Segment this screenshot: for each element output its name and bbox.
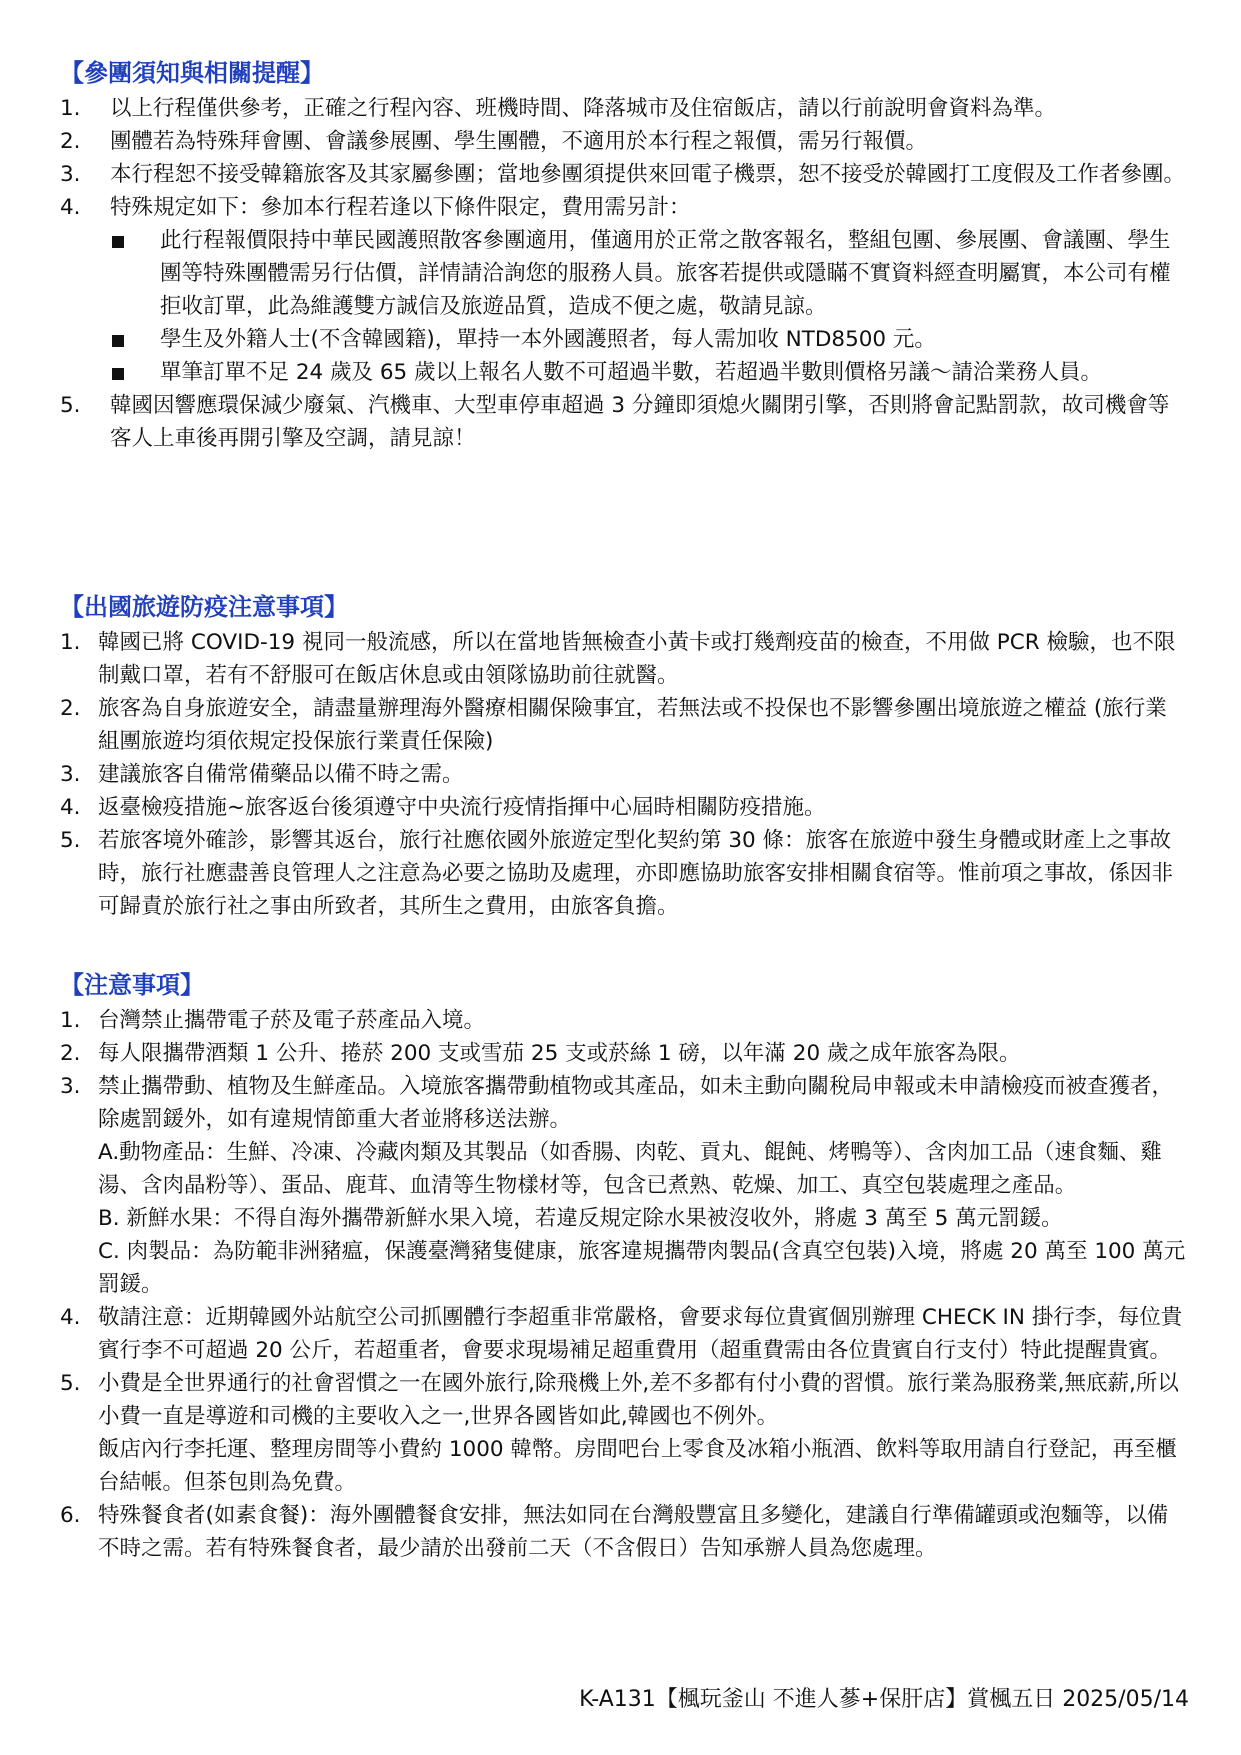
item-number: 2.	[60, 696, 81, 721]
square-bullet-icon	[112, 236, 124, 248]
square-bullet-icon	[112, 335, 124, 347]
item-text: 若旅客境外確診，影響其返台，旅行社應依國外旅遊定型化契約第 30 條：旅客在旅遊中發生身體或財產上之事故時，旅行社應盡善良管理人之注意為必要之協助及處理，亦即應協助旅客安排相關食宿等。惟前項之事故，係因非可歸責於旅行社之事由所致者，其所生之費用，由旅客負擔。	[98, 828, 1174, 919]
sub-list-item	[110, 323, 1188, 356]
item-paragraph: 小費是全世界通行的社會習慣之一在國外旅行,除飛機上外,差不多都有付小費的習慣。旅行業為服務業,無底薪,所以小費一直是導遊和司機的主要收入之一,世界各國皆如此,韓國也不例外。	[98, 1371, 1179, 1429]
list-item	[60, 1499, 1188, 1565]
item-text: 韓國已將 COVID-19 視同一般流感，所以在當地皆無檢查小黃卡或打幾劑疫苗的檢查，不用做 PCR 檢驗，也不限制戴口罩，若有不舒服可在飯店休息或由領隊協助前往就醫。	[98, 630, 1176, 688]
item-paragraph: 特殊餐食者(如素食餐)：海外團體餐食安排，無法如同在台灣般豐富且多變化，建議自行準備罐頭或泡麵等，以備不時之需。若有特殊餐食者，最少請於出發前二天（不含假日）告知承辦人員為您處理。	[98, 1503, 1169, 1561]
section-participation-notes	[60, 56, 1188, 455]
item-number: 2.	[60, 1041, 81, 1066]
list-item	[60, 1301, 1188, 1367]
list-item	[60, 191, 1188, 389]
item-text: 韓國因響應環保減少廢氣、汽機車、大型車停車超過 3 分鐘即須熄火關閉引擎，否則將會記點罰款，故司機會等客人上車後再開引擎及空調，請見諒！	[110, 393, 1170, 451]
item-number: 5.	[60, 828, 81, 853]
prevention-list	[60, 626, 1188, 923]
item-number: 4.	[60, 195, 81, 220]
precautions-list	[60, 1004, 1188, 1565]
item-number: 5.	[60, 393, 81, 418]
notes-list	[60, 92, 1188, 455]
item-number: 6.	[60, 1503, 81, 1528]
item-paragraph: 台灣禁止攜帶電子菸及電子菸產品入境。	[98, 1008, 486, 1033]
list-item	[60, 1004, 1188, 1037]
item-paragraph: 飯店內行李托運、整理房間等小費約 1000 韓幣。房間吧台上零食及冰箱小瓶酒、飲料等取用請自行登記，再至櫃台結帳。但茶包則為免費。	[98, 1437, 1177, 1495]
item-number: 4.	[60, 795, 81, 820]
item-paragraph-fresh-fruit: B. 新鮮水果：不得自海外攜帶新鮮水果入境，若違反規定除水果被沒收外，將處 3 萬至 5 萬元罰鍰。	[98, 1206, 1063, 1231]
sub-list-item	[110, 356, 1188, 389]
section-heading: 【注意事項】	[60, 971, 204, 999]
item-number: 3.	[60, 162, 81, 187]
section-precautions	[60, 968, 1188, 1565]
item-paragraph: 每人限攜帶酒類 1 公升、捲菸 200 支或雪茄 25 支或菸絲 1 磅，以年滿 20 歲之成年旅客為限。	[98, 1041, 1021, 1066]
square-bullet-icon	[112, 368, 124, 380]
item-number: 4.	[60, 1305, 81, 1330]
sub-list-item	[110, 224, 1188, 323]
section-heading: 【參團須知與相關提醒】	[60, 59, 324, 87]
section-epidemic-prevention	[60, 590, 1188, 923]
list-item	[60, 1367, 1188, 1499]
section-heading: 【出國旅遊防疫注意事項】	[60, 593, 348, 621]
list-item	[60, 626, 1188, 692]
item-text: 返臺檢疫措施~旅客返台後須遵守中央流行疫情指揮中心屆時相關防疫措施。	[98, 795, 826, 820]
sub-item-text: 此行程報價限持中華民國護照散客參團適用，僅適用於正常之散客報名，整組包團、參展團、會議團、學生團等特殊團體需另行估價，詳情請洽詢您的服務人員。旅客若提供或隱瞞不實資料經查明屬實，本公司有權拒收訂單，此為維護雙方誠信及旅遊品質，造成不便之處，敬請見諒。	[160, 228, 1171, 319]
item-number: 5.	[60, 1371, 81, 1396]
item-text: 以上行程僅供參考，正確之行程內容、班機時間、降落城市及住宿飯店，請以行前說明會資料為準。	[110, 96, 1057, 121]
item-paragraph-meat-products: C. 肉製品：為防範非洲豬瘟，保護臺灣豬隻健康，旅客違規攜帶肉製品(含真空包裝)入境，將處 20 萬至 100 萬元罰鍰。	[98, 1239, 1186, 1297]
item-number: 3.	[60, 762, 81, 787]
item-paragraph: 禁止攜帶動、植物及生鮮產品。入境旅客攜帶動植物或其產品，如未主動向關稅局申報或未申請檢疫而被查獲者，除處罰鍰外，如有違規情節重大者並將移送法辦。	[98, 1074, 1174, 1132]
item-paragraph-animal-products: A.動物產品：生鮮、冷凍、冷藏肉類及其製品（如香腸、肉乾、貢丸、餛飩、烤鴨等）、含肉加工品（速食麵、雞湯、含肉晶粉等）、蛋品、鹿茸、血清等生物樣材等，包含已煮熟、乾燥、加工、真空包裝處理之產品。	[98, 1140, 1162, 1198]
item-text: 本行程恕不接受韓籍旅客及其家屬參團；當地參團須提供來回電子機票，恕不接受於韓國打工度假及工作者參團。	[110, 162, 1186, 187]
item-number: 3.	[60, 1074, 81, 1099]
item-text: 特殊規定如下：參加本行程若逢以下條件限定，費用需另計：	[110, 195, 691, 220]
sub-list	[110, 224, 1188, 389]
item-number: 2.	[60, 129, 81, 154]
sub-item-text: 學生及外籍人士(不含韓國籍)，單持一本外國護照者，每人需加收 NTD8500 元。	[160, 327, 936, 352]
item-text: 團體若為特殊拜會團、會議參展團、學生團體，不適用於本行程之報價，需另行報價。	[110, 129, 928, 154]
list-item	[60, 125, 1188, 158]
sub-item-text: 單筆訂單不足 24 歲及 65 歲以上報名人數不可超過半數，若超過半數則價格另議～請洽業務人員。	[160, 360, 1103, 385]
item-text: 旅客為自身旅遊安全，請盡量辦理海外醫療相關保險事宜，若無法或不投保也不影響參團出境旅遊之權益 (旅行業組團旅遊均須依規定投保旅行業責任保險)	[98, 696, 1167, 754]
document-footer: K-A131【楓玩釜山 不進人蔘+保肝店】賞楓五日 2025/05/14	[579, 1687, 1189, 1712]
list-item	[60, 389, 1188, 455]
item-number: 1.	[60, 1008, 81, 1033]
item-paragraph: 敬請注意：近期韓國外站航空公司抓團體行李超重非常嚴格，會要求每位貴賓個別辦理 CHECK IN 掛行李，每位貴賓行李不可超過 20 公斤，若超重者，會要求現場補足超重費用（超重費需由各位貴賓自行支付）特此提醒貴賓。	[98, 1305, 1183, 1363]
list-item	[60, 758, 1188, 791]
list-item	[60, 158, 1188, 191]
list-item	[60, 1070, 1188, 1301]
list-item	[60, 92, 1188, 125]
list-item	[60, 791, 1188, 824]
item-number: 1.	[60, 96, 81, 121]
list-item	[60, 1037, 1188, 1070]
item-text: 建議旅客自備常備藥品以備不時之需。	[98, 762, 464, 787]
list-item	[60, 692, 1188, 758]
list-item	[60, 824, 1188, 923]
item-number: 1.	[60, 630, 81, 655]
